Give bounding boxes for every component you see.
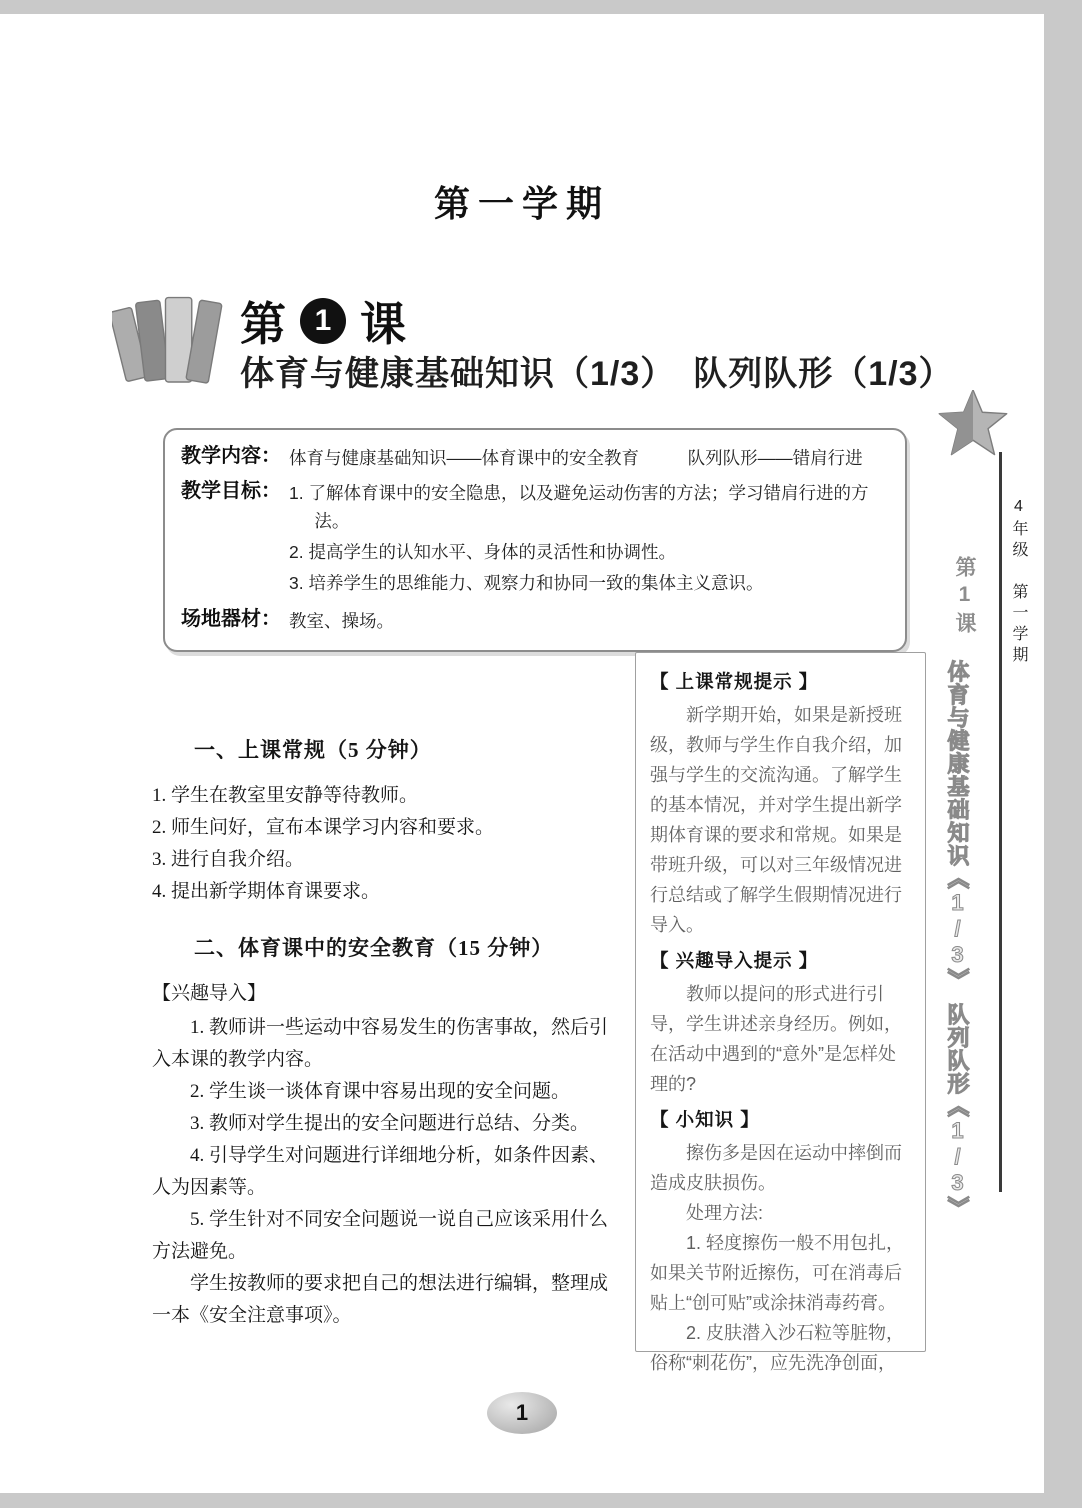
tip-title: 【 兴趣导入提示 】 <box>650 950 819 971</box>
star-icon <box>936 390 1010 461</box>
teaching-goal-item: 1. 了解体育课中的安全隐患，以及避免运动伤害的方法；学习错肩行进的方法。 <box>289 483 869 531</box>
section-2-item: 4. 引导学生对问题进行详细地分析，如条件因素、人为因素等。 <box>152 1145 609 1198</box>
teaching-content-part2: 队列队形——错肩行进 <box>687 448 863 468</box>
section-2-item: 3. 教师对学生提出的安全问题进行总结、分类。 <box>190 1113 590 1134</box>
lesson-prefix: 第 <box>240 298 286 350</box>
section-1-item: 3. 进行自我介绍。 <box>152 849 305 870</box>
lesson-number-badge: 1 <box>300 298 346 344</box>
interest-intro-label: 【兴趣导入】 <box>152 983 267 1004</box>
tip-paragraph: 1. 轻度擦伤一般不用包扎，如果关节附近擦伤，可在消毒后贴上“创可贴”或涂抹消毒药膏。 <box>650 1233 905 1313</box>
page-number-badge <box>487 1392 557 1434</box>
teaching-info-box <box>163 428 907 652</box>
main-content <box>152 726 622 1332</box>
section-1-heading: 一、上课常规（5 分钟） <box>194 738 432 762</box>
teaching-goal-item: 3. 培养学生的思维能力、观察力和协同一致的集体主义意识。 <box>289 573 764 593</box>
section-2-item: 5. 学生针对不同安全问题说一说自己应该采用什么方法避免。 <box>152 1209 609 1262</box>
tip-title: 【 小知识 】 <box>650 1109 760 1130</box>
tip-paragraph: 擦伤多是因在运动中摔倒而造成皮肤损伤。 <box>650 1143 902 1193</box>
teaching-content-part1: 体育与健康基础知识——体育课中的安全教育 <box>289 448 639 468</box>
tips-sidebar <box>635 652 926 1373</box>
section-2-item: 2. 学生谈一谈体育课中容易出现的安全问题。 <box>190 1081 571 1102</box>
section-1-item: 1. 学生在教室里安静等待教师。 <box>152 785 419 806</box>
tip-title: 【 上课常规提示 】 <box>650 671 819 692</box>
edge-lesson-label: 第1课 <box>953 556 976 639</box>
teaching-goal-row <box>181 477 889 600</box>
edge-rule <box>999 452 1002 1192</box>
lesson-number-heading <box>240 288 406 354</box>
teaching-content-row <box>181 442 889 472</box>
lesson-title: 体育与健康基础知识（1/3） 队列队形（1/3） <box>240 355 954 393</box>
books-icon <box>112 284 234 393</box>
teaching-goal-list <box>289 477 889 600</box>
tip-paragraph: 2. 皮肤潜入沙石粒等脏物，俗称“刺花伤”，应先洗净创面， <box>650 1323 905 1373</box>
page-number: 1 <box>515 1400 529 1425</box>
venue-row <box>181 605 889 635</box>
lesson-suffix: 课 <box>360 298 406 350</box>
venue-text: 教室、操场。 <box>289 611 394 631</box>
edge-grade-label: 4年级 第一学期 <box>1010 498 1027 667</box>
venue-label: 场地器材： <box>181 608 281 630</box>
tip-paragraph: 教师以提问的形式进行引导，学生讲述亲身经历。例如，在活动中遇到的“意外”是怎样处理的? <box>650 984 902 1094</box>
tip-paragraph: 新学期开始，如果是新授班级，教师与学生作自我介绍，加强与学生的交流沟通。了解学生的基本情况，并对学生提出新学期体育课的要求和常规。如果是带班升级，可以对三年级情况进行总结或了解学生假期情况进行导入。 <box>650 705 902 935</box>
teaching-content-label: 教学内容： <box>181 445 281 467</box>
section-2-item: 1. 教师讲一些运动中容易发生的伤害事故，然后引入本课的教学内容。 <box>152 1017 609 1070</box>
section-1-item: 4. 提出新学期体育课要求。 <box>152 881 381 902</box>
tip-paragraph: 处理方法: <box>686 1203 764 1223</box>
section-1-item: 2. 师生问好，宣布本课学习内容和要求。 <box>152 817 495 838</box>
closing-paragraph: 学生按教师的要求把自己的想法进行编辑，整理成一本《安全注意事项》。 <box>152 1273 609 1326</box>
section-2-heading: 二、体育课中的安全教育（15 分钟） <box>194 936 554 960</box>
teaching-content-text <box>289 442 863 472</box>
teaching-goal-item: 2. 提高学生的认知水平、身体的灵活性和协调性。 <box>289 542 676 562</box>
edge-vertical-title: 体育与健康基础知识《1/3》 队列队形《1/3》 <box>945 660 970 1219</box>
semester-title: 第一学期 <box>433 184 610 224</box>
teaching-goal-label: 教学目标： <box>181 480 281 502</box>
